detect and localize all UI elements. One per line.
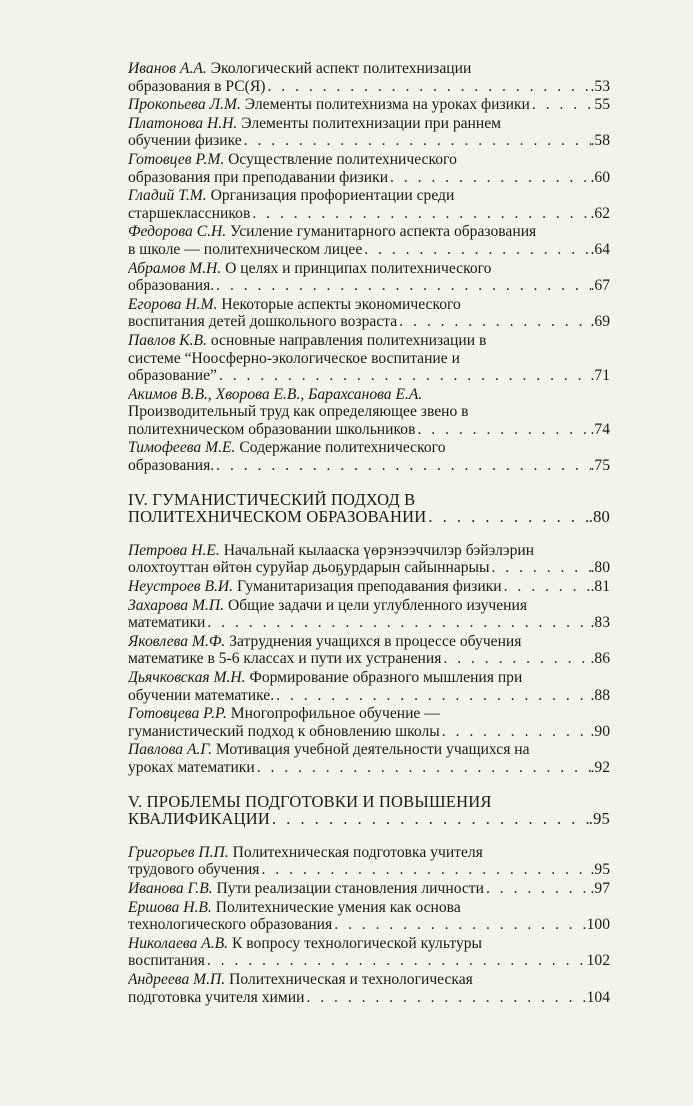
page-number: .90 — [590, 722, 610, 740]
entry-title: обучении математике. — [128, 686, 275, 704]
entry-last-text — [128, 205, 250, 223]
leader-dots — [388, 169, 590, 187]
entry-title: образования в РС(Я) — [128, 77, 266, 95]
entry-title: образования. — [128, 457, 215, 475]
entry-author: Ершова Н.В. — [128, 898, 212, 916]
entry-author: Яковлева М.Ф. — [128, 632, 226, 650]
entry-title: Осуществление политехнического — [228, 150, 457, 168]
entry-line — [128, 844, 610, 862]
entry-author: Прокопьева Л.М. — [128, 96, 241, 114]
entry-last-line — [128, 132, 610, 150]
entry-title: образования. — [128, 277, 215, 295]
page-number: .83 — [590, 614, 610, 632]
entry-line — [128, 935, 610, 953]
entry-last-text — [128, 759, 255, 777]
entry-author: Павлова А.Г. — [128, 741, 212, 759]
page-number: .88 — [590, 686, 610, 704]
page-number: .60 — [590, 168, 610, 186]
toc-entry — [128, 597, 610, 632]
entry-line — [128, 899, 610, 917]
leader-dots — [490, 559, 591, 577]
leader-dots — [362, 241, 590, 259]
toc-entry — [128, 880, 610, 898]
entry-line — [128, 542, 610, 560]
entry-last-line — [128, 277, 610, 295]
leader-dots — [205, 952, 587, 970]
toc-entry — [128, 705, 610, 740]
entry-title: гуманистический подход к обновлению школы — [128, 722, 440, 740]
entry-line — [128, 741, 610, 759]
page-number: .58 — [590, 132, 610, 150]
entry-title: образования при преподавании физики — [128, 168, 389, 186]
toc-group-part3 — [128, 60, 610, 475]
entry-title: Начальнай кылааска үөрэнээччилэр бэйэлэрин — [223, 541, 535, 559]
toc-entry — [128, 296, 610, 331]
toc-group-part5 — [128, 844, 610, 1006]
entry-title: математики — [128, 614, 206, 632]
entry-title: Элементы политехнизма на уроках физики — [244, 96, 530, 114]
entry-last-line — [128, 241, 610, 259]
entry-title: воспитания детей дошкольного возраста — [128, 313, 398, 331]
section-heading-v — [128, 793, 610, 828]
entry-last-line — [128, 457, 610, 475]
toc-entry — [128, 96, 610, 114]
toc-entry — [128, 115, 610, 150]
entry-last-text — [128, 169, 388, 187]
entry-last-line — [128, 989, 610, 1007]
toc-entry — [128, 223, 610, 258]
entry-author: Дьячковская М.Н. — [128, 669, 246, 686]
entry-line — [128, 296, 610, 314]
leader-dots — [205, 614, 590, 632]
page-number: .62 — [590, 204, 610, 222]
entry-author: Егорова Н.М. — [128, 295, 218, 313]
entry-title: подготовка учителя химии — [128, 988, 305, 1006]
entry-title: уроках математики — [128, 758, 255, 776]
entry-author: Неустроев В.И. — [128, 578, 234, 596]
entry-author: Акимов В.В., Хворова Е.В., Барахсанова Е.А. — [128, 385, 423, 403]
toc-entry — [128, 633, 610, 668]
page-number: .80 — [590, 559, 610, 577]
entry-author: Тимофеева М.Е. — [128, 439, 236, 457]
entry-title: Политехническая и технологическая — [229, 970, 473, 988]
toc-entry — [128, 971, 610, 1006]
entry-line — [128, 633, 610, 651]
leader-dots — [217, 367, 591, 385]
leader-dots — [255, 759, 591, 777]
entry-last-line — [128, 313, 610, 331]
toc-entry — [128, 578, 610, 596]
entry-line — [128, 439, 610, 457]
page-number: .69 — [590, 313, 610, 331]
entry-last-text — [128, 96, 530, 114]
page-number: .74 — [590, 420, 610, 438]
entry-title: Элементы политехнизации при раннем — [241, 114, 502, 132]
toc-entry — [128, 844, 610, 879]
entry-author: Павлов К.В. — [128, 331, 207, 349]
entry-last-text — [128, 241, 362, 259]
entry-line — [128, 151, 610, 169]
entry-title: Экологический аспект политехнизации — [210, 60, 472, 77]
entry-last-line — [128, 78, 610, 96]
page-number: .67 — [590, 277, 610, 295]
page-number: .95 — [588, 809, 610, 829]
entry-line — [128, 386, 610, 404]
leader-dots — [441, 650, 590, 668]
entry-last-line — [128, 578, 610, 596]
entry-last-line — [128, 916, 610, 934]
entry-last-line — [128, 421, 610, 439]
entry-last-line — [128, 952, 610, 970]
page-number: .86 — [590, 650, 610, 668]
leader-dots — [270, 810, 589, 828]
toc-entry — [128, 260, 610, 295]
entry-last-line — [128, 687, 610, 705]
leader-dots — [214, 457, 590, 475]
leader-dots — [484, 880, 591, 898]
entry-title: Пути реализации становления личности — [216, 879, 484, 897]
leader-dots — [415, 421, 590, 439]
entry-title: технологического образования — [128, 916, 333, 934]
entry-line — [128, 332, 610, 350]
entry-last-line — [128, 650, 610, 668]
leader-dots — [242, 132, 591, 150]
toc-entry — [128, 439, 610, 474]
entry-author: Федорова С.Н. — [128, 223, 227, 241]
section-title-line: V. ПРОБЛЕМЫ ПОДГОТОВКИ И ПОВЫШЕНИЯ — [128, 792, 492, 811]
entry-title: Затруднения учащихся в процессе обучения — [229, 632, 522, 650]
toc-entry — [128, 332, 610, 385]
entry-last-line — [128, 205, 610, 223]
entry-title: основные направления политехнизации в — [210, 331, 487, 349]
section-title-line: ПОЛИТЕХНИЧЕСКОМ ОБРАЗОВАНИИ — [128, 507, 427, 527]
toc-group-part4 — [128, 542, 610, 777]
entry-line — [128, 60, 610, 78]
entry-title: Многопрофильное обучение — — [230, 705, 440, 723]
entry-last-text — [128, 916, 332, 934]
entry-author: Николаева А.В. — [128, 934, 229, 952]
leader-dots — [397, 313, 590, 331]
entry-last-line — [128, 861, 610, 879]
toc-entry — [128, 386, 610, 439]
entry-last-text — [128, 132, 242, 150]
toc-entry — [128, 60, 610, 95]
toc-entry — [128, 741, 610, 776]
toc-entry — [128, 187, 610, 222]
entry-author: Григорьев П.П. — [128, 843, 229, 861]
entry-last-text — [128, 578, 502, 596]
entry-last-text — [128, 277, 214, 295]
entry-title: Производительный труд как определяющее звено в — [128, 403, 469, 421]
entry-line — [128, 971, 610, 989]
entry-title: Содержание политехнического — [239, 439, 446, 457]
page-number: .92 — [590, 758, 610, 776]
entry-title: математике в 5-6 классах и пути их устранения — [128, 650, 442, 668]
entry-last-line — [128, 723, 610, 741]
page-number: 100 — [586, 916, 610, 934]
entry-line — [128, 705, 610, 723]
entry-last-text — [128, 421, 415, 439]
toc-entry — [128, 542, 610, 577]
entry-line — [128, 260, 610, 278]
leader-dots — [214, 277, 590, 295]
page-number: .81 — [590, 578, 610, 596]
entry-last-line — [128, 169, 610, 187]
entry-title: старшеклассников — [128, 204, 251, 222]
section-heading-iv — [128, 491, 610, 526]
table-of-contents — [128, 60, 610, 1007]
entry-last-text — [128, 880, 484, 898]
entry-title: политехническом образовании школьников — [128, 420, 416, 438]
page-number: .64 — [590, 240, 610, 258]
entry-author: Андреева М.П. — [128, 970, 226, 988]
entry-line — [128, 187, 610, 205]
entry-last-text — [128, 457, 214, 475]
page-number: .95 — [590, 861, 610, 879]
leader-dots — [530, 96, 595, 114]
entry-last-text — [128, 650, 441, 668]
entry-title: обучении физике — [128, 132, 242, 150]
leader-dots — [304, 989, 586, 1007]
leader-dots — [440, 723, 591, 741]
entry-last-text — [128, 687, 274, 705]
entry-author: Готовцев Р.М. — [128, 150, 225, 168]
section-title-last — [128, 810, 610, 828]
entry-title: О целях и принципах политехнического — [225, 259, 492, 277]
entry-last-line — [128, 367, 610, 385]
entry-last-line — [128, 614, 610, 632]
entry-author: Иванов А.А. — [128, 60, 207, 77]
entry-title: в школе — политехническом лицее — [128, 240, 363, 258]
entry-title: Политехнические умения как основа — [215, 898, 461, 916]
entry-author: Захарова М.П. — [128, 596, 225, 614]
entry-last-text — [128, 614, 205, 632]
page-number: .71 — [590, 367, 610, 385]
entry-author: Готовцева Р.Р. — [128, 705, 227, 723]
entry-title: Политехническая подготовка учителя — [232, 843, 483, 861]
entry-last-text — [128, 989, 304, 1007]
leader-dots — [265, 78, 590, 96]
entry-line — [128, 669, 610, 687]
entry-last-text — [128, 559, 490, 577]
leader-dots — [332, 916, 586, 934]
entry-line — [128, 115, 610, 133]
page-number: .97 — [590, 879, 610, 897]
page-number: 55 — [594, 96, 610, 114]
toc-entry — [128, 151, 610, 186]
entry-title: Формирование образного мышления при — [249, 669, 523, 686]
entry-title: образование” — [128, 367, 217, 385]
page-number: .53 — [590, 77, 610, 95]
leader-dots — [426, 508, 588, 526]
entry-last-line — [128, 96, 610, 114]
entry-last-line — [128, 880, 610, 898]
entry-title: Гуманитаризация преподавания физики — [236, 578, 502, 596]
toc-entry — [128, 935, 610, 970]
entry-last-text — [128, 952, 205, 970]
section-title-line: IV. ГУМАНИСТИЧЕСКИЙ ПОДХОД В — [128, 490, 416, 509]
page-number: .80 — [588, 507, 610, 527]
entry-author: Иванова Г.В. — [128, 879, 213, 897]
section-title-last — [128, 508, 610, 526]
entry-title: воспитания — [128, 952, 205, 970]
entry-author: Абрамов М.Н. — [128, 259, 222, 277]
entry-last-text — [128, 78, 265, 96]
page-number: 102 — [586, 952, 610, 970]
entry-last-line — [128, 559, 610, 577]
page-number: 104 — [586, 988, 610, 1006]
entry-author: Петрова Н.Е. — [128, 541, 220, 559]
page-number: .75 — [590, 457, 610, 475]
leader-dots — [250, 205, 590, 223]
entry-last-text — [128, 861, 259, 879]
toc-entry — [128, 899, 610, 934]
entry-last-text — [128, 723, 440, 741]
leader-dots — [259, 861, 590, 879]
entry-title: Общие задачи и цели углубленного изучения — [227, 596, 528, 614]
entry-author: Гладий Т.М. — [128, 187, 207, 205]
entry-author: Платонова Н.Н. — [128, 114, 238, 132]
entry-title: Организация профориентации среди — [210, 187, 455, 205]
section-title-line: КВАЛИФИКАЦИИ — [128, 809, 271, 829]
entry-title: К вопросу технологической культуры — [232, 934, 483, 952]
leader-dots — [274, 687, 590, 705]
entry-title: олохтоуттан өйтөн суруйар дьоҕурдарын сайыннарыы — [128, 559, 490, 577]
entry-last-text — [128, 313, 397, 331]
entry-title: Некоторые аспекты экономического — [221, 295, 461, 313]
entry-title: Мотивация учебной деятельности учащихся на — [215, 741, 530, 759]
leader-dots — [502, 578, 591, 596]
entry-title: трудового обучения — [128, 861, 260, 879]
entry-line — [128, 597, 610, 615]
entry-line — [128, 223, 610, 241]
entry-last-text — [128, 367, 217, 385]
toc-entry — [128, 669, 610, 704]
entry-last-line — [128, 759, 610, 777]
entry-title: Усиление гуманитарного аспекта образования — [230, 223, 537, 241]
entry-title: системе “Ноосферно-экологическое воспитание и — [128, 349, 460, 367]
